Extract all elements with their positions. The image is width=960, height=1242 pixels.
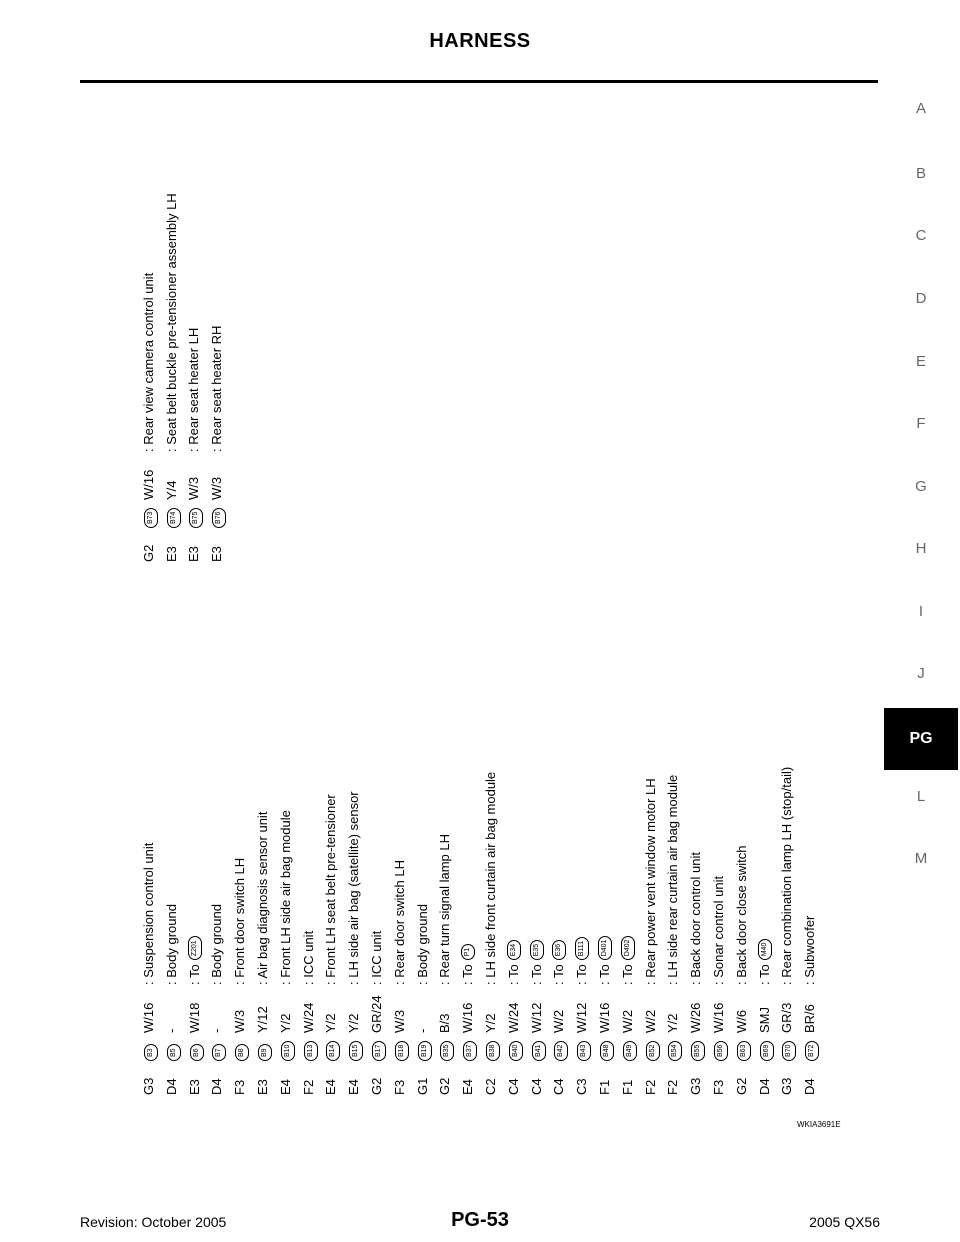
target-connector-badge: D402 bbox=[621, 936, 635, 961]
description-text: : Air bag diagnosis sensor unit bbox=[255, 811, 270, 985]
connector-row bbox=[753, 395, 776, 1095]
connector-description bbox=[186, 328, 201, 452]
target-connector-badge: M40 bbox=[758, 939, 772, 961]
connector-id bbox=[140, 504, 158, 528]
grid-ref: G2 bbox=[437, 1077, 453, 1095]
connector-color: Y/2 bbox=[277, 1013, 293, 1033]
connector-badge: B3 bbox=[144, 1044, 158, 1061]
grid-ref: C2 bbox=[483, 1078, 498, 1095]
connector-badge: B15 bbox=[349, 1041, 363, 1061]
grid-ref: G2 bbox=[141, 544, 156, 562]
target-connector-badge: D401 bbox=[598, 936, 612, 961]
connector-id bbox=[710, 1037, 728, 1061]
connector-description bbox=[665, 775, 680, 985]
section-tab-g[interactable]: G bbox=[915, 478, 927, 495]
connector-row bbox=[137, 0, 160, 562]
connector-row bbox=[775, 395, 798, 1095]
description-text: : To bbox=[186, 964, 202, 985]
connector-description bbox=[232, 858, 247, 985]
connector-row bbox=[456, 395, 479, 1095]
connector-color: Y/2 bbox=[483, 1013, 498, 1033]
connector-id bbox=[276, 1037, 294, 1061]
connector-row bbox=[570, 395, 593, 1095]
connector-id bbox=[162, 504, 180, 528]
connector-row bbox=[502, 395, 525, 1095]
connector-id bbox=[185, 1037, 203, 1061]
connector-color: Y/4 bbox=[163, 480, 179, 500]
connector-id bbox=[254, 1037, 272, 1061]
connector-color: W/26 bbox=[688, 1002, 704, 1033]
section-tab-d[interactable]: D bbox=[915, 290, 927, 307]
connector-badge: B69 bbox=[759, 1041, 773, 1061]
connector-description bbox=[756, 939, 772, 985]
connector-color: W/24 bbox=[300, 1002, 316, 1033]
section-tab-f[interactable]: F bbox=[916, 415, 926, 432]
description-text: : Front LH side air bag module bbox=[277, 810, 293, 985]
connector-color: W/16 bbox=[711, 1002, 726, 1033]
connector-badge: B76 bbox=[211, 508, 225, 528]
grid-ref: E4 bbox=[277, 1079, 293, 1095]
description-text: : Front LH seat belt pre-tensioner bbox=[323, 794, 339, 985]
connector-badge: B5 bbox=[166, 1044, 180, 1061]
description-text: : Front door switch LH bbox=[232, 857, 248, 985]
description-text: : To bbox=[459, 964, 475, 985]
connector-color: - bbox=[209, 1028, 225, 1033]
connector-id bbox=[778, 1037, 796, 1061]
grid-ref: F2 bbox=[642, 1079, 658, 1095]
connector-description bbox=[779, 767, 794, 985]
connector-description bbox=[346, 791, 361, 985]
connector-badge: B6 bbox=[189, 1044, 203, 1061]
description-text: : Rear seat heater LH bbox=[186, 327, 202, 452]
section-tab-c[interactable]: C bbox=[915, 227, 927, 244]
section-tab-m[interactable]: M bbox=[914, 850, 928, 867]
connector-color: W/2 bbox=[619, 1009, 635, 1033]
connector-row bbox=[160, 0, 183, 562]
connector-id bbox=[162, 1037, 180, 1061]
connector-id bbox=[368, 1037, 386, 1061]
description-text: : Rear view camera control unit bbox=[141, 272, 156, 452]
connector-description bbox=[415, 904, 430, 985]
connector-row bbox=[593, 395, 616, 1095]
connector-description bbox=[483, 772, 498, 985]
connector-badge: B42 bbox=[554, 1041, 568, 1061]
connector-badge: B63 bbox=[736, 1041, 750, 1061]
grid-ref: F3 bbox=[391, 1079, 407, 1095]
connector-description bbox=[734, 846, 749, 985]
connector-description bbox=[688, 852, 703, 985]
connector-row bbox=[730, 395, 753, 1095]
connector-id bbox=[390, 1037, 408, 1061]
connector-color: Y/2 bbox=[323, 1013, 339, 1033]
connector-row bbox=[411, 395, 434, 1095]
connector-color: - bbox=[414, 1028, 430, 1033]
connector-description bbox=[437, 834, 452, 985]
connector-id bbox=[208, 1037, 226, 1061]
description-text: : Seat belt buckle pre-tensioner assembly LH bbox=[163, 193, 179, 452]
connector-description bbox=[551, 940, 567, 985]
description-text: : Rear door switch LH bbox=[391, 860, 407, 985]
connector-description bbox=[209, 326, 224, 452]
connector-badge: B49 bbox=[622, 1041, 636, 1061]
connector-description bbox=[164, 193, 179, 452]
connector-description bbox=[643, 778, 658, 985]
connector-description bbox=[597, 936, 613, 985]
connector-row bbox=[205, 0, 228, 562]
grid-ref: F2 bbox=[665, 1079, 681, 1095]
connector-row bbox=[297, 395, 320, 1095]
figure-code: WKIA3691E bbox=[797, 1120, 841, 1129]
connector-id bbox=[482, 1037, 500, 1061]
grid-ref: E3 bbox=[186, 1079, 202, 1095]
description-text: : LH side front curtain air bag module bbox=[483, 771, 498, 985]
description-text: : Rear combination lamp LH (stop/tail) bbox=[779, 766, 795, 985]
connector-badge: B37 bbox=[463, 1041, 477, 1061]
connector-description bbox=[141, 843, 156, 985]
grid-ref: C3 bbox=[574, 1078, 590, 1095]
connector-badge: B40 bbox=[508, 1041, 522, 1061]
grid-ref: D4 bbox=[802, 1078, 818, 1095]
section-tab-pg[interactable]: PG bbox=[884, 708, 958, 770]
connector-row bbox=[274, 395, 297, 1095]
connector-badge: B55 bbox=[691, 1041, 705, 1061]
description-text: : To bbox=[756, 964, 772, 985]
description-text: : To bbox=[596, 964, 612, 985]
connector-row bbox=[182, 0, 205, 562]
connector-id bbox=[299, 1037, 317, 1061]
grid-ref: E3 bbox=[208, 546, 224, 562]
connector-badge: B41 bbox=[531, 1041, 545, 1061]
page-title: HARNESS bbox=[429, 30, 531, 52]
connector-id bbox=[436, 1037, 454, 1061]
connector-id bbox=[755, 1037, 773, 1061]
connector-badge: B35 bbox=[440, 1041, 454, 1061]
connector-badge: B48 bbox=[600, 1041, 614, 1061]
connector-row bbox=[251, 395, 274, 1095]
connector-description bbox=[209, 904, 224, 985]
connector-row bbox=[798, 395, 821, 1095]
connector-id bbox=[618, 1037, 636, 1061]
grid-ref: E4 bbox=[323, 1079, 339, 1095]
grid-ref: E3 bbox=[186, 546, 202, 562]
grid-ref: C4 bbox=[551, 1078, 567, 1095]
connector-description bbox=[186, 936, 202, 985]
connector-color: Y/2 bbox=[346, 1013, 362, 1033]
description-text: : LH side air bag (satellite) sensor bbox=[346, 791, 362, 985]
connector-badge: B7 bbox=[212, 1044, 226, 1061]
connector-color: W/12 bbox=[574, 1002, 590, 1033]
connector-row bbox=[616, 395, 639, 1095]
description-text: : To bbox=[619, 964, 635, 985]
connector-badge: B73 bbox=[144, 508, 158, 528]
connector-description bbox=[506, 940, 522, 985]
connector-description bbox=[141, 273, 156, 452]
connector-badge: B13 bbox=[303, 1041, 317, 1061]
grid-ref: G1 bbox=[414, 1077, 430, 1095]
connector-description bbox=[164, 904, 179, 985]
grid-ref: E4 bbox=[460, 1079, 476, 1095]
connector-color: W/12 bbox=[528, 1002, 544, 1033]
connector-id bbox=[459, 1037, 477, 1061]
connector-row bbox=[547, 395, 570, 1095]
connector-badge: B19 bbox=[417, 1041, 431, 1061]
connector-color: W/2 bbox=[642, 1009, 658, 1033]
description-text: : Back door close switch bbox=[733, 845, 749, 985]
connector-badge: B70 bbox=[782, 1041, 796, 1061]
connector-id bbox=[687, 1037, 705, 1061]
connector-badge: B38 bbox=[486, 1041, 500, 1061]
connector-badge: B56 bbox=[714, 1041, 728, 1061]
connector-color: Y/12 bbox=[255, 1006, 270, 1033]
description-text: : Suspension control unit bbox=[141, 842, 156, 985]
connector-badge: B17 bbox=[372, 1041, 386, 1061]
connector-color: W/16 bbox=[141, 469, 156, 500]
connector-color: W/2 bbox=[551, 1009, 567, 1033]
connector-color: W/16 bbox=[141, 1002, 156, 1033]
connector-id bbox=[641, 1037, 659, 1061]
connector-id bbox=[732, 1037, 750, 1061]
grid-ref: D4 bbox=[163, 1078, 179, 1095]
section-tab-j[interactable]: J bbox=[917, 665, 925, 682]
section-tab-i[interactable]: I bbox=[918, 603, 924, 620]
description-text: : To bbox=[528, 964, 544, 985]
connector-badge: B72 bbox=[805, 1041, 819, 1061]
target-connector-badge: E36 bbox=[553, 940, 567, 960]
section-tab-e[interactable]: E bbox=[915, 353, 926, 370]
connector-badge: B43 bbox=[577, 1041, 591, 1061]
connector-row bbox=[388, 395, 411, 1095]
connector-description bbox=[392, 860, 407, 985]
description-text: : LH side rear curtain air bag module bbox=[665, 774, 681, 985]
target-connector-badge: P1 bbox=[461, 944, 475, 961]
description-text: : ICC unit bbox=[300, 930, 316, 985]
connector-color: GR/24 bbox=[369, 995, 384, 1033]
grid-ref: E3 bbox=[163, 546, 179, 562]
grid-ref: D4 bbox=[209, 1078, 225, 1095]
connector-color: W/3 bbox=[391, 1009, 407, 1033]
description-text: : Subwoofer bbox=[802, 915, 818, 985]
grid-ref: G3 bbox=[688, 1077, 704, 1095]
grid-ref: C4 bbox=[528, 1078, 544, 1095]
grid-ref: F1 bbox=[597, 1079, 612, 1095]
footer-revision: Revision: October 2005 bbox=[80, 1214, 227, 1230]
connector-row bbox=[365, 395, 388, 1095]
grid-ref: C4 bbox=[505, 1078, 521, 1095]
grid-ref: G2 bbox=[733, 1077, 749, 1095]
connector-id bbox=[413, 1037, 431, 1061]
connector-color: W/3 bbox=[186, 476, 202, 500]
connector-badge: B75 bbox=[189, 508, 203, 528]
grid-ref: G3 bbox=[141, 1077, 156, 1095]
connector-color: W/3 bbox=[232, 1009, 248, 1033]
target-connector-badge: B111 bbox=[575, 937, 589, 960]
connector-color: W/18 bbox=[186, 1002, 202, 1033]
footer-model: 2005 QX56 bbox=[809, 1214, 880, 1230]
connector-id bbox=[527, 1037, 545, 1061]
connector-id bbox=[322, 1037, 340, 1061]
grid-ref: F2 bbox=[300, 1079, 316, 1095]
connector-description bbox=[620, 936, 636, 985]
connector-id bbox=[550, 1037, 568, 1061]
connector-color: W/6 bbox=[733, 1009, 749, 1033]
connector-color: W/16 bbox=[460, 1002, 476, 1033]
connector-row bbox=[479, 395, 502, 1095]
description-text: : Rear power vent window motor LH bbox=[642, 778, 658, 985]
connector-row bbox=[319, 395, 342, 1095]
grid-ref: F3 bbox=[232, 1079, 248, 1095]
connector-color: W/24 bbox=[505, 1002, 521, 1033]
connector-id bbox=[231, 1037, 249, 1061]
connector-color: Y/2 bbox=[665, 1013, 681, 1033]
connector-row bbox=[525, 395, 548, 1095]
connector-id bbox=[801, 1037, 819, 1061]
footer-page-number: PG-53 bbox=[451, 1209, 509, 1231]
grid-ref: E3 bbox=[255, 1079, 270, 1095]
grid-ref: F1 bbox=[619, 1079, 635, 1095]
connector-badge: B18 bbox=[394, 1041, 408, 1061]
connector-description bbox=[301, 931, 316, 985]
connector-id bbox=[573, 1037, 591, 1061]
description-text: : To bbox=[505, 964, 521, 985]
connector-badge: B14 bbox=[326, 1041, 340, 1061]
grid-ref: G2 bbox=[369, 1077, 384, 1095]
grid-ref: E4 bbox=[346, 1079, 362, 1095]
target-connector-badge: E35 bbox=[530, 940, 544, 960]
description-text: : Body ground bbox=[414, 904, 430, 985]
section-tab-h[interactable]: H bbox=[915, 540, 927, 557]
section-tab-l[interactable]: L bbox=[916, 788, 926, 805]
connector-id bbox=[664, 1037, 682, 1061]
connector-description bbox=[323, 794, 338, 985]
connector-row bbox=[342, 395, 365, 1095]
description-text: : ICC unit bbox=[369, 930, 384, 985]
connector-description bbox=[574, 937, 590, 985]
connector-badge: B54 bbox=[668, 1041, 682, 1061]
connector-description bbox=[802, 916, 817, 985]
connector-row bbox=[661, 395, 684, 1095]
description-text: : Body ground bbox=[163, 904, 179, 985]
connector-color: W/3 bbox=[208, 476, 224, 500]
connector-color: B/3 bbox=[437, 1013, 453, 1033]
section-tab-b[interactable]: B bbox=[915, 165, 926, 182]
grid-ref: G3 bbox=[779, 1077, 795, 1095]
connector-id bbox=[345, 1037, 363, 1061]
connector-badge: B10 bbox=[280, 1041, 294, 1061]
grid-ref: F3 bbox=[711, 1079, 726, 1095]
connector-id bbox=[504, 1037, 522, 1061]
connector-row bbox=[228, 395, 251, 1095]
connector-description bbox=[255, 812, 270, 985]
connector-color: GR/3 bbox=[779, 1002, 795, 1033]
connector-id bbox=[140, 1037, 158, 1061]
connector-badge: B8 bbox=[235, 1044, 249, 1061]
connector-row bbox=[684, 395, 707, 1095]
description-text: : Back door control unit bbox=[688, 852, 704, 985]
description-text: : To bbox=[573, 964, 589, 985]
connector-badge: B52 bbox=[645, 1041, 659, 1061]
description-text: : Body ground bbox=[209, 904, 225, 985]
connector-row bbox=[433, 395, 456, 1095]
connector-row bbox=[707, 395, 730, 1095]
connector-row bbox=[639, 395, 662, 1095]
target-connector-badge: Z201 bbox=[188, 936, 202, 960]
connector-badge: B9 bbox=[258, 1044, 272, 1061]
connector-description bbox=[528, 940, 544, 985]
connector-color: SMJ bbox=[756, 1007, 772, 1033]
connector-description bbox=[711, 876, 726, 985]
target-connector-badge: E34 bbox=[507, 940, 521, 960]
description-text: : To bbox=[551, 964, 567, 985]
description-text: : Rear seat heater RH bbox=[208, 325, 224, 452]
connector-description bbox=[369, 931, 384, 985]
connector-color: BR/6 bbox=[802, 1004, 818, 1033]
grid-ref: D4 bbox=[756, 1078, 772, 1095]
connector-badge: B74 bbox=[166, 508, 180, 528]
connector-description bbox=[460, 944, 476, 985]
connector-id bbox=[596, 1037, 614, 1061]
connector-id bbox=[185, 504, 203, 528]
description-text: : Rear turn signal lamp LH bbox=[437, 833, 453, 985]
description-text: : Sonar control unit bbox=[711, 875, 726, 985]
connector-color: - bbox=[163, 1028, 179, 1033]
section-tab-a[interactable]: A bbox=[915, 100, 926, 117]
connector-color: W/16 bbox=[597, 1002, 612, 1033]
connector-description bbox=[278, 810, 293, 985]
connector-id bbox=[207, 504, 225, 528]
